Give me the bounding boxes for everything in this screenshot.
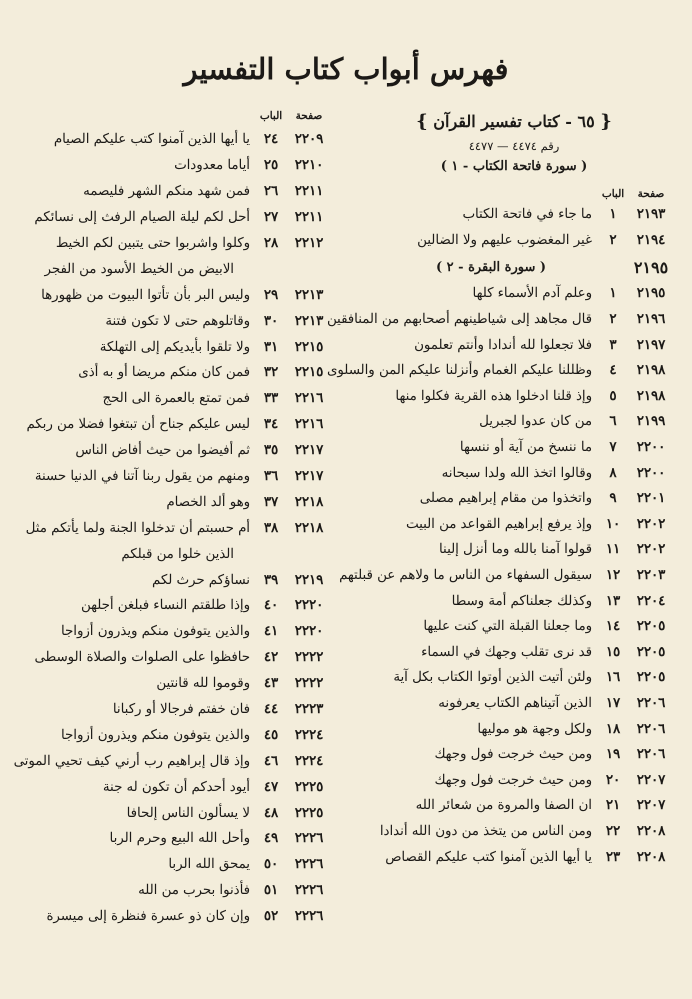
entry-bab-number: ٣٦ (263, 469, 279, 485)
entry-bab-number: ٢٢ (605, 823, 621, 839)
entry-title: غير المغضوب عليهم ولا الضالين (417, 232, 592, 248)
list-item (12, 489, 332, 515)
entry-list (326, 281, 674, 870)
entry-title: وقالوا اتخذ الله ولدا سبحانه (441, 465, 592, 481)
entry-title: قال مجاهد إلى شياطينهم أصحابهم من المنافقين (326, 312, 592, 328)
list-item (354, 767, 674, 793)
entry-title: وهو ألد الخصام (166, 494, 250, 510)
entry-bab-number: ١١ (605, 542, 621, 558)
open-bracket: { (600, 111, 612, 132)
entry-page-number: ٢٢١٦ (294, 391, 324, 407)
entry-page-number: ٢٢٢٦ (294, 857, 324, 873)
list-item (354, 486, 674, 512)
book-title-line (354, 108, 674, 136)
entry-page-number: ٢٢١٧ (294, 443, 324, 459)
list-item (354, 614, 674, 640)
entry-page-number: ٢٢٠٥ (636, 644, 666, 660)
entry-bab-number: ٤٧ (263, 779, 279, 795)
entry-page-number: ٢١٩٥ (636, 286, 666, 302)
entry-title: أياما معدودات (174, 158, 250, 174)
entry-bab-number: ٥٠ (263, 857, 279, 873)
list-item (12, 619, 332, 645)
entry-title: فمن كان منكم مريضا أو به أذى (78, 365, 250, 381)
list-item (12, 282, 332, 308)
entry-bab-number: ١٧ (605, 695, 621, 711)
list-item (354, 844, 674, 870)
list-item (12, 722, 332, 748)
entry-bab-number: ١٢ (605, 568, 621, 584)
entry-bab-number: ٣٠ (263, 313, 279, 329)
entry-page-number: ٢٢٢٦ (294, 883, 324, 899)
col-bab-label: الباب (601, 188, 625, 200)
entry-bab-number: ١ (609, 286, 617, 302)
list-item (354, 537, 674, 563)
entry-page-number: ٢٢٠١ (636, 491, 666, 507)
entry-bab-number: ٤ (609, 363, 617, 379)
list-item (354, 793, 674, 819)
list-item (354, 332, 674, 358)
entry-page-number: ٢٢١٣ (294, 313, 324, 329)
entry-bab-number: ٤٥ (263, 727, 279, 743)
entry-title: فلا تجعلوا لله أندادا وأنتم تعلمون (414, 337, 592, 353)
list-item (354, 691, 674, 717)
entry-page-number: ٢٢١٩ (294, 572, 324, 588)
entry-page-number: ٢٢١٥ (294, 339, 324, 355)
entry-page-number: ٢٢٠٨ (636, 823, 666, 839)
entry-title: وإذ قلنا ادخلوا هذه القرية فكلوا منها (395, 388, 592, 404)
entry-title: قولوا آمنا بالله وما أنزل إلينا (439, 542, 592, 558)
close-bracket: } (416, 111, 428, 132)
entry-title: سيقول السفهاء من الناس ما ولاهم عن قبلتهم (339, 568, 592, 584)
column-header (12, 108, 332, 124)
entry-bab-number: ٢٨ (263, 236, 279, 251)
entry-page-number: ٢٢١٣ (294, 287, 324, 303)
entry-bab-number: ٣١ (263, 339, 279, 355)
entry-bab-number: ١٦ (605, 670, 621, 686)
entry-page-number: ٢٢١٥ (294, 365, 324, 381)
entry-bab-number: ٨ (609, 465, 617, 481)
entry-page-number: ٢١٩٣ (636, 207, 666, 223)
entry-title: واتخذوا من مقام إبراهيم مصلى (419, 491, 592, 507)
entry-title: نساؤكم حرث لكم (152, 572, 250, 588)
entry-page-number: ٢٢٠٥ (636, 670, 666, 686)
list-item (12, 231, 332, 257)
entry-page-number: ٢١٩٨ (636, 363, 666, 379)
entry-page-number: ٢٢١٢ (294, 236, 324, 251)
col-bab-label: الباب (259, 110, 283, 122)
entry-title: ولئن أتيت الذين أوتوا الكتاب بكل آية (393, 670, 592, 686)
entry-page-number: ٢٢١٧ (294, 469, 324, 485)
entry-bab-number: ٥٢ (263, 909, 279, 925)
list-item (12, 256, 332, 282)
list-item (12, 671, 332, 697)
list-item (354, 665, 674, 691)
entry-bab-number: ٤٩ (263, 831, 279, 847)
entry-title: أيود أحدكم أن تكون له جنة (102, 779, 250, 795)
list-item (354, 435, 674, 461)
list-item (12, 334, 332, 360)
list-item (354, 819, 674, 845)
entry-bab-number: ٦ (609, 414, 617, 430)
entry-page-number: ٢٢٠٩ (294, 132, 324, 148)
list-item (12, 593, 332, 619)
list-item (12, 205, 332, 231)
entry-title: حافظوا على الصلوات والصلاة الوسطى (34, 650, 250, 666)
entry-page-number: ٢٢٢٤ (294, 753, 324, 769)
entry-list (12, 127, 332, 930)
entry-page-number: ٢٢٢٢ (294, 650, 324, 666)
entry-title: الذين خلوا من قبلكم (121, 546, 234, 562)
entry-page-number: ٢٢٠٢ (636, 542, 666, 558)
entry-title: وأحل الله البيع وحرم الربا (109, 831, 250, 847)
entry-title: وكذلك جعلناكم أمة وسطا (451, 593, 592, 609)
entry-title: وعلم آدم الأسماء كلها (472, 286, 592, 302)
entry-bab-number: ٢٠ (605, 772, 621, 788)
entry-page-number: ٢١٩٤ (636, 232, 666, 248)
list-item (354, 202, 674, 228)
list-item (354, 512, 674, 538)
entry-title: يا أيها الذين آمنوا كتب عليكم الصيام (53, 132, 250, 148)
list-item (354, 281, 674, 307)
list-item (326, 307, 674, 333)
list-item (12, 697, 332, 723)
entry-page-number: ٢١٩٦ (636, 312, 666, 328)
entry-bab-number: ٢٥ (263, 158, 279, 174)
entry-bab-number: ٥١ (263, 883, 279, 899)
entry-bab-number: ٣٢ (263, 365, 279, 381)
entry-bab-number: ٤٨ (263, 805, 279, 821)
entry-page-number: ٢٢٢٥ (294, 779, 324, 795)
entry-page-number: ٢٢١١ (294, 184, 324, 200)
entry-page-number: ٢٢٠٣ (636, 568, 666, 584)
list-item (12, 308, 332, 334)
entry-page-number: ٢٢٠٥ (636, 619, 666, 635)
entry-bab-number: ٤٢ (263, 650, 279, 666)
entry-title: فمن شهد منكم الشهر فليصمه (83, 184, 250, 200)
entry-bab-number: ٢ (609, 312, 617, 328)
entry-bab-number: ١٨ (605, 721, 621, 737)
entry-page-number: ٢١٩٧ (636, 337, 666, 353)
list-item (12, 878, 332, 904)
entry-page-number: ٢٢٠٦ (636, 747, 666, 763)
entry-bab-number: ٣٩ (263, 572, 279, 588)
right-column (326, 108, 674, 870)
entry-page-number: ٢٢٠٧ (636, 798, 666, 814)
entry-title: أم حسبتم أن تدخلوا الجنة ولما يأتكم مثل (25, 520, 250, 536)
list-item (12, 412, 332, 438)
entry-title: يا أيها الذين آمنوا كتب عليكم القصاص (385, 849, 592, 865)
list-item (12, 515, 332, 541)
list-item (354, 588, 674, 614)
entry-bab-number: ٤٣ (263, 676, 279, 692)
list-item (12, 179, 332, 205)
entry-title: وقوموا لله قانتين (156, 676, 250, 692)
entry-bab-number: ٣٧ (263, 494, 279, 510)
list-item (12, 774, 332, 800)
entry-page-number: ٢٢٠٢ (636, 516, 666, 532)
list-item (12, 826, 332, 852)
entry-bab-number: ٢ (609, 232, 617, 248)
list-item (12, 464, 332, 490)
entry-title: من كان عدوا لجبريل (479, 414, 592, 430)
entry-page-number: ٢٢٢٥ (294, 805, 324, 821)
entry-title: وظللنا عليكم الغمام وأنزلنا عليكم المن والسلوى (327, 363, 592, 379)
entry-bab-number: ١٠ (605, 516, 621, 532)
list-item (12, 567, 332, 593)
list-item (12, 153, 332, 179)
entry-title: لا يسألون الناس إلحافا (126, 805, 250, 821)
entry-title: ليس عليكم جناح أن تبتغوا فضلا من ربكم (26, 417, 250, 433)
entry-page-number: ٢٢٢٤ (294, 727, 324, 743)
list-item (12, 852, 332, 878)
entry-bab-number: ٣ (609, 337, 617, 353)
list-item (354, 640, 674, 666)
entry-title: الذين آتيناهم الكتاب يعرفونه (438, 695, 592, 711)
entry-bab-number: ٥ (609, 388, 617, 404)
entry-bab-number: ٢١ (605, 798, 621, 814)
list-item (327, 358, 674, 384)
list-item (354, 228, 674, 254)
entry-list (354, 202, 674, 253)
entry-title: ومن الناس من يتخذ من دون الله أندادا (379, 823, 592, 839)
entry-title: ولا تلقوا بأيديكم إلى التهلكة (99, 339, 250, 355)
list-item (354, 460, 674, 486)
entry-title: قد نرى تقلب وجهك في السماء (421, 644, 592, 660)
entry-title: ومن حيث خرجت فول وجهك (434, 747, 592, 763)
entry-title: ولكل وجهة هو موليها (477, 721, 592, 737)
entry-title: وكلوا واشربوا حتى يتبين لكم الخيط (55, 236, 250, 251)
entry-bab-number: ٢٤ (263, 132, 279, 148)
entry-page-number: ٢٢٠٨ (636, 849, 666, 865)
list-item (12, 800, 332, 826)
list-item (12, 748, 332, 774)
list-item (354, 384, 674, 410)
entry-bab-number: ٧ (609, 440, 617, 456)
entry-page-number: ٢٢٢٦ (294, 909, 324, 925)
list-item (12, 438, 332, 464)
entry-title: ثم أفيضوا من حيث أفاض الناس (75, 443, 250, 459)
entry-page-number: ٢٢١٦ (294, 417, 324, 433)
entry-bab-number: ٣٣ (263, 391, 279, 407)
page-title: فهرس أبواب كتاب التفسير (183, 52, 509, 86)
col-page-label: صفحة (295, 110, 323, 122)
entry-page-number: ٢٢٠٦ (636, 695, 666, 711)
entry-page-number: ٢٢١١ (294, 210, 324, 226)
book-title: كتاب تفسير القرآن (433, 112, 560, 131)
entry-bab-number: ١٤ (605, 619, 621, 635)
list-item (12, 904, 332, 930)
book-range: رقم ٤٤٧٤ — ٤٤٧٧ (468, 139, 560, 153)
list-item (12, 386, 332, 412)
entry-title: أحل لكم ليلة الصيام الرفث إلى نسائكم (34, 210, 250, 226)
entry-title: والذين يتوفون منكم ويذرون أزواجا (61, 624, 250, 640)
entry-bab-number: ٢٦ (263, 184, 279, 200)
sura-page: ٢١٩٥ (633, 257, 669, 277)
list-item (354, 716, 674, 742)
list-item (354, 409, 674, 435)
entry-page-number: ٢٢٠٠ (636, 440, 666, 456)
entry-page-number: ٢٢٠٧ (636, 772, 666, 788)
entry-page-number: ٢٢٠٤ (636, 593, 666, 609)
entry-title: والذين يتوفون منكم ويذرون أزواجا (61, 727, 250, 743)
entry-title: ومن حيث خرجت فول وجهك (434, 772, 592, 788)
entry-bab-number: ٢٩ (263, 287, 279, 303)
entry-page-number: ٢٢٢٠ (294, 598, 324, 614)
entry-title: وإذ قال إبراهيم رب أرني كيف تحيي الموتى (13, 753, 250, 769)
entry-bab-number: ٤٦ (263, 753, 279, 769)
entry-title: ان الصفا والمروة من شعائر الله (415, 798, 592, 814)
list-item (12, 645, 332, 671)
entry-title: ما ننسخ من آية أو ننسها (459, 440, 592, 456)
book-number: ٦٥ - (565, 112, 595, 131)
entry-title: ما جاء في فاتحة الكتاب (462, 207, 592, 223)
entry-bab-number: ٢٧ (263, 210, 279, 226)
entry-title: وإذا طلقتم النساء فبلغن أجلهن (80, 598, 250, 614)
entry-page-number: ٢٢١٠ (294, 158, 324, 174)
entry-title: فأذنوا بحرب من الله (138, 883, 250, 899)
entry-title: وما جعلنا القبلة التي كنت عليها (423, 619, 592, 635)
entry-page-number: ٢٢٢٦ (294, 831, 324, 847)
sura-heading: ( سورة البقرة - ٢ ) (435, 259, 547, 275)
entry-bab-number: ١٣ (605, 593, 621, 609)
entry-page-number: ٢٢١٨ (294, 494, 324, 510)
entry-bab-number: ٣٨ (263, 520, 279, 536)
entry-page-number: ٢١٩٨ (636, 388, 666, 404)
entry-page-number: ٢٢٠٦ (636, 721, 666, 737)
list-item (339, 563, 674, 589)
entry-bab-number: ١ (609, 207, 617, 223)
entry-title: وإذ يرفع إبراهيم القواعد من البيت (406, 516, 592, 532)
entry-bab-number: ٤٠ (263, 598, 279, 614)
list-item (354, 742, 674, 768)
entry-bab-number: ١٥ (605, 644, 621, 660)
entry-bab-number: ١٩ (605, 747, 621, 763)
list-item (12, 360, 332, 386)
entry-page-number: ٢٢٢٣ (294, 702, 324, 718)
entry-bab-number: ٢٣ (605, 849, 621, 865)
entry-page-number: ٢١٩٩ (636, 414, 666, 430)
entry-title: ومنهم من يقول ربنا آتنا في الدنيا حسنة (34, 469, 250, 485)
entry-bab-number: ٣٥ (263, 443, 279, 459)
entry-title: يمحق الله الربا (168, 857, 250, 873)
left-column (12, 108, 332, 930)
entry-title: وإن كان ذو عسرة فنظرة إلى ميسرة (46, 909, 250, 925)
entry-title: فان خفتم فرجالا أو ركبانا (112, 702, 250, 718)
entry-title: وقاتلوهم حتى لا تكون فتنة (105, 313, 250, 329)
entry-title: فمن تمتع بالعمرة الى الحج (102, 391, 250, 407)
entry-bab-number: ٩ (609, 491, 617, 507)
entry-bab-number: ٤٤ (263, 702, 279, 718)
entry-page-number: ٢٢١٨ (294, 520, 324, 536)
entry-title: وليس البر بأن تأتوا البيوت من ظهورها (41, 287, 250, 303)
sura-row (354, 253, 674, 281)
col-page-label: صفحة (637, 188, 665, 200)
list-item (12, 541, 332, 567)
entry-title: الابيض من الخيط الأسود من الفجر (44, 261, 234, 277)
entry-page-number: ٢٢٢٢ (294, 676, 324, 692)
entry-page-number: ٢٢٢٠ (294, 624, 324, 640)
entry-page-number: ٢٢٠٠ (636, 465, 666, 481)
entry-bab-number: ٤١ (263, 624, 279, 640)
list-item (12, 127, 332, 153)
entry-bab-number: ٣٤ (263, 417, 279, 433)
sura-heading: ( سورة فاتحة الكتاب - ١ ) (440, 159, 588, 174)
column-header (354, 186, 674, 202)
